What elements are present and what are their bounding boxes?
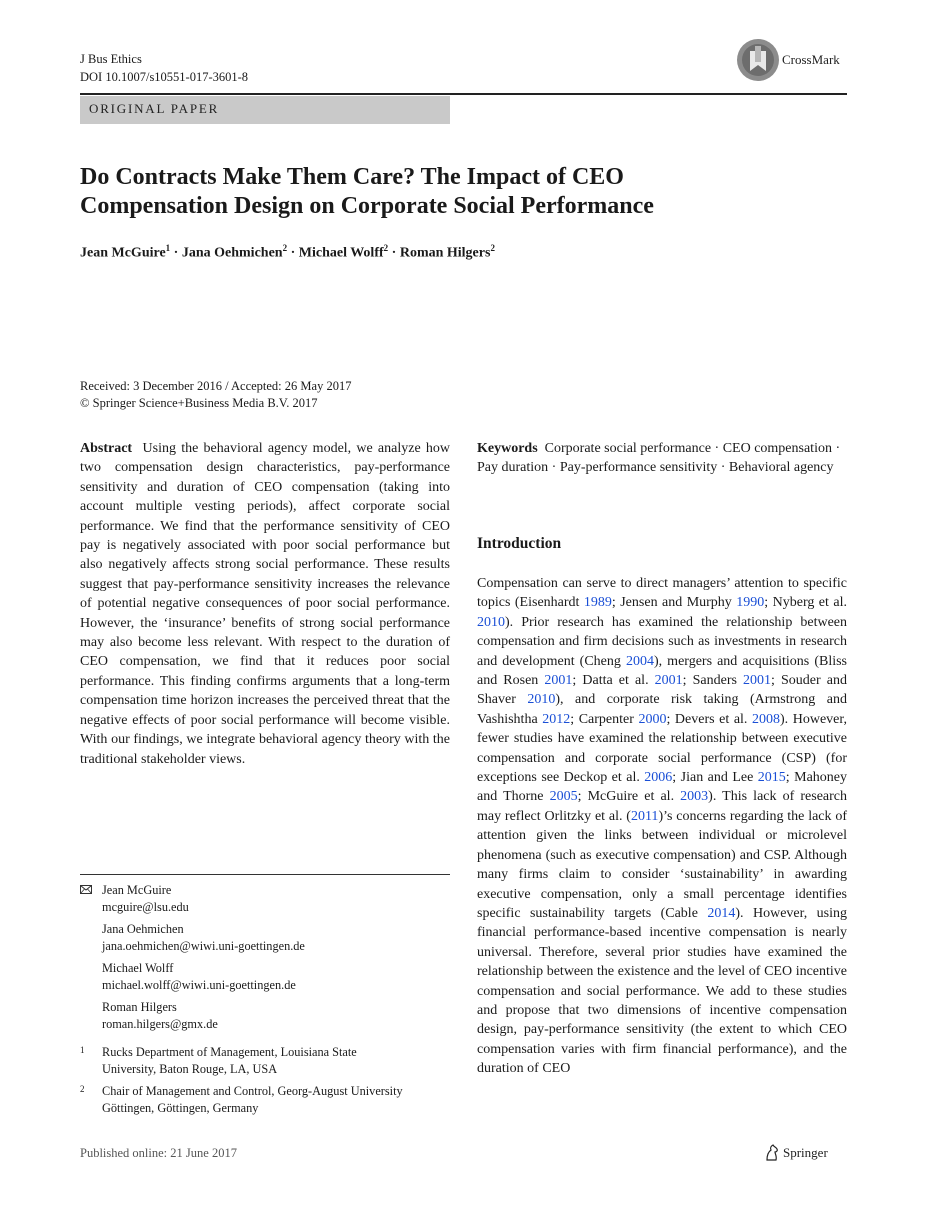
- citation-link[interactable]: 2001: [654, 673, 683, 689]
- intro-text: ), and corporate risk taking (Armstrong and Vashishtha: [477, 692, 847, 727]
- journal-name: J Bus Ethics: [80, 52, 142, 66]
- citation-link[interactable]: 2005: [549, 789, 578, 805]
- contact-entry: [80, 960, 450, 993]
- citation-link[interactable]: 2001: [544, 673, 573, 689]
- citation-link[interactable]: 1989: [583, 595, 612, 611]
- affiliation-entry: [80, 1044, 450, 1077]
- author-affil-marker: 2: [383, 243, 389, 253]
- citation-link[interactable]: 2010: [527, 692, 556, 708]
- contact-name: Jean McGuire: [102, 883, 172, 897]
- contact-entry: [80, 882, 450, 915]
- contact-email[interactable]: michael.wolff@wiwi.uni-goettingen.de: [102, 977, 296, 992]
- footnote-rule: [80, 874, 450, 875]
- crossmark-label[interactable]: CrossMark: [782, 52, 840, 67]
- citation-link[interactable]: 2010: [477, 614, 505, 630]
- citation-link[interactable]: 1990: [736, 595, 765, 611]
- keywords: [477, 439, 847, 478]
- received-accepted: Received: 3 December 2016 / Accepted: 26 May 2017: [80, 379, 352, 393]
- intro-text: )’s concerns regarding the lack of attention given the links between individual or microlevel phenomena (such as executive compensation) and CSP. Although many firms claim to consider ‘sustainability’ in awarding executive compensation, only a small percentage identifies specific sustainability targets (Cable: [477, 808, 847, 921]
- citation-link[interactable]: 2011: [630, 808, 659, 824]
- intro-text: ; Souder and Shaver: [477, 673, 847, 708]
- affiliation-number: 2: [80, 1084, 85, 1094]
- citation-link[interactable]: 2003: [680, 789, 709, 805]
- intro-text: ). This lack of research may reflect Orlitzky et al. (: [477, 789, 848, 824]
- intro-text: ; Carpenter: [570, 711, 639, 727]
- author-name[interactable]: Roman Hilgers: [399, 245, 491, 261]
- contact-entry: [80, 999, 450, 1032]
- author-affil-marker: 2: [490, 243, 495, 253]
- intro-text: ; Jian and Lee: [672, 770, 758, 786]
- intro-text: ), mergers and acquisitions (Bliss and Rosen: [477, 653, 847, 689]
- title-line-1: Do Contracts Make Them Care? The Impact of CEO: [80, 164, 624, 190]
- contact-email[interactable]: jana.oehmichen@wiwi.uni-goettingen.de: [102, 938, 305, 953]
- published-online: Published online: 21 June 2017: [80, 1146, 237, 1160]
- citation-link[interactable]: 2001: [743, 673, 772, 689]
- contact-entry: [80, 921, 450, 954]
- author-list: [80, 243, 495, 262]
- copyright: © Springer Science+Business Media B.V. 2017: [80, 396, 318, 410]
- doi[interactable]: DOI 10.1007/s10551-017-3601-8: [80, 70, 249, 84]
- author-affil-marker: 1: [165, 243, 171, 253]
- crossmark-icon[interactable]: [736, 38, 780, 82]
- contact-name: Michael Wolff: [102, 961, 174, 975]
- introduction-heading: Introduction: [477, 535, 562, 552]
- citation-link[interactable]: 2004: [625, 653, 654, 669]
- author-name[interactable]: Jean McGuire: [80, 245, 166, 261]
- publication-history: [80, 378, 351, 412]
- intro-text: ; Mahoney and Thorne: [477, 770, 848, 805]
- citation-link[interactable]: 2008: [752, 711, 780, 727]
- springer-horse-icon: [764, 1144, 780, 1162]
- contact-name: Roman Hilgers: [102, 1000, 177, 1014]
- abstract-text: Using the behavioral agency model, we analyze how two compensation design characteristics, pay-performance sensitivity and duration of CEO compensation (taking into account multiple vesting periods), affect corporate social performance. We find that the performance sensitivity of CEO pay is negatively associated with poor social performance but also negatively affects strong social performance. These results suggest that pay-performance sensitivity increases the relevance of potential negative consequences of poor social performance. However, the ‘insurance’ benefits of strong social performance may also become less relevant. With respect to the duration of CEO compensation, we find that it reduces poor social performance. This finding confirms arguments that a long-term compensation time horizon increases the perceived threat that the negative effects of poor social performance will become visible. With our findings, we integrate behavioral agency theory with the traditional stakeholder views.: [80, 441, 451, 767]
- abstract-heading: Abstract: [80, 441, 133, 456]
- contact-name: Jana Oehmichen: [102, 922, 184, 936]
- intro-text: ; Jensen and Murphy: [611, 595, 737, 611]
- intro-text: ; McGuire et al.: [577, 789, 681, 805]
- intro-text: ; Nyberg et al.: [764, 595, 847, 611]
- intro-text: ). However, using financial performance-based incentive compensation is nearly universal. Therefore, several prior studies have examined the relationship between the existence and the level of CEO incentive compensation and social performance. We add to these studies and propose that two dimensions of incentive compensation design, pay-performance sensitivity (the extent to which CEO compensation varies with firm financial performance), and the duration of CEO: [477, 905, 847, 1077]
- affiliation-entry: [80, 1083, 450, 1116]
- intro-text: ; Sanders: [682, 673, 744, 689]
- intro-text: ; Devers et al.: [666, 711, 752, 727]
- contact-email[interactable]: roman.hilgers@gmx.de: [102, 1016, 218, 1031]
- intro-text: ). Prior research has examined the relationship between compensation and firm decisions such as investments in research and development (Cheng: [477, 614, 847, 669]
- citation-link[interactable]: 2000: [638, 711, 667, 727]
- author-name[interactable]: Michael Wolff: [298, 245, 384, 261]
- affiliation-line: Göttingen, Göttingen, Germany: [102, 1100, 259, 1115]
- author-separator: ·: [388, 245, 400, 261]
- intro-text: ; Datta et al.: [572, 673, 655, 689]
- title-line-2: Compensation Design on Corporate Social Performance: [80, 193, 654, 219]
- affiliation-line: Rucks Department of Management, Louisiana State: [102, 1045, 357, 1059]
- paper-title: [80, 163, 840, 221]
- keywords-heading: Keywords: [477, 441, 538, 456]
- author-separator: ·: [287, 245, 299, 261]
- affiliation-line: Chair of Management and Control, Georg-August University: [102, 1084, 403, 1098]
- citation-link[interactable]: 2014: [707, 905, 736, 921]
- citation-link[interactable]: 2006: [644, 770, 673, 786]
- keywords-text: Corporate social performance · CEO compensation · Pay duration · Pay-performance sensitivity · Behavioral agency: [477, 441, 841, 476]
- publisher-name: Springer: [783, 1145, 828, 1160]
- author-separator: ·: [170, 245, 182, 261]
- abstract: [80, 439, 450, 769]
- author-contacts: [80, 882, 450, 1122]
- citation-link[interactable]: 2012: [542, 711, 571, 727]
- intro-text: Compensation can serve to direct managers’ attention to specific topics (Eisenhardt: [477, 576, 847, 611]
- envelope-icon: [80, 885, 92, 894]
- intro-text: ). However, fewer studies have examined the relationship between executive compensation and corporate social performance (CSP) (for exceptions see Deckop et al.: [477, 711, 847, 786]
- citation-link[interactable]: 2015: [757, 770, 786, 786]
- header-rule: [80, 93, 847, 95]
- introduction-body: [477, 574, 847, 1079]
- author-affil-marker: 2: [282, 243, 288, 253]
- journal-header: [80, 50, 248, 86]
- contact-email[interactable]: mcguire@lsu.edu: [102, 899, 189, 914]
- article-type-label: ORIGINAL PAPER: [89, 101, 220, 116]
- author-name[interactable]: Jana Oehmichen: [181, 245, 283, 261]
- affiliation-line: University, Baton Rouge, LA, USA: [102, 1061, 278, 1076]
- affiliation-number: 1: [80, 1045, 85, 1055]
